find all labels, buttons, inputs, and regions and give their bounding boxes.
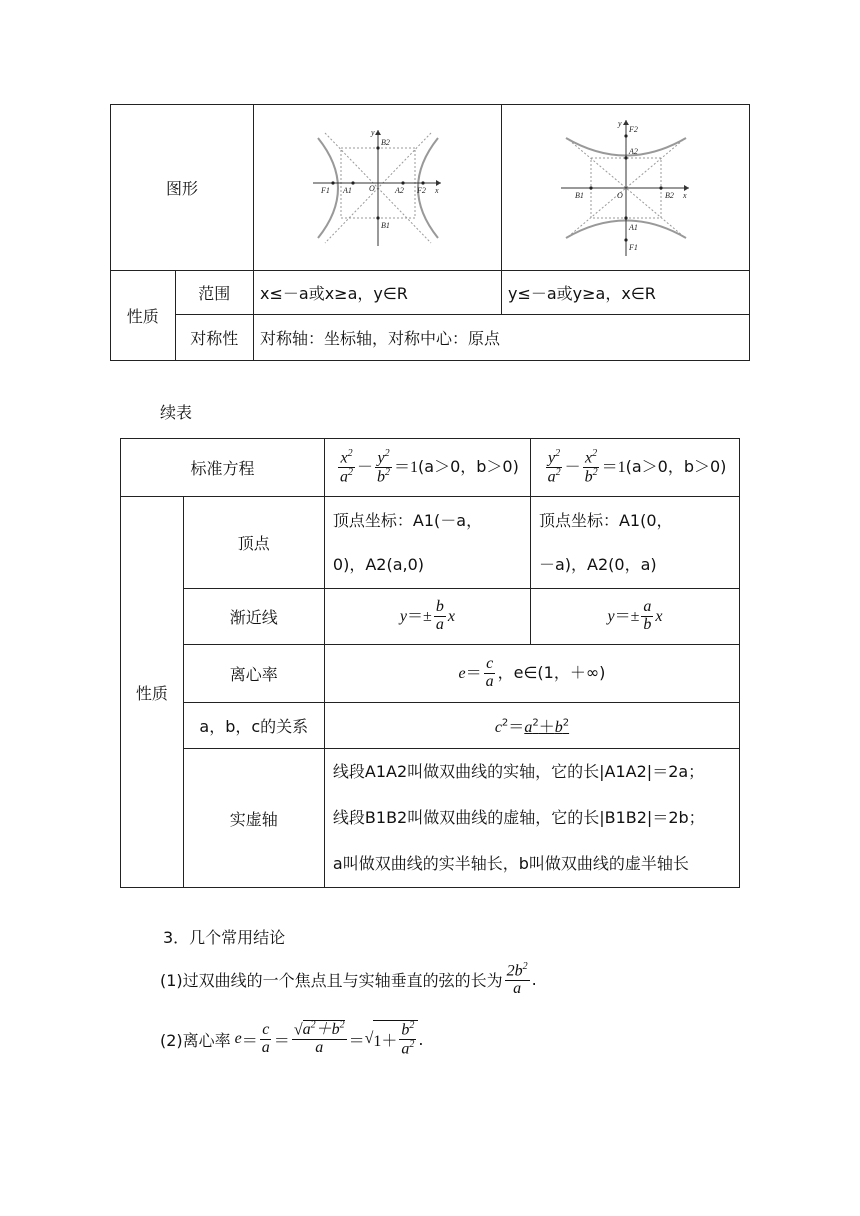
- svg-text:A1: A1: [342, 185, 352, 195]
- vertex-x-line2: 0)，A2(a,0): [332, 554, 425, 574]
- conclusion-1: (1)过双曲线的一个焦点且与实轴垂直的弦的长为 $\frac{2b^2}{a}$ .: [160, 961, 537, 998]
- property-row-label: 性质: [111, 271, 176, 361]
- asymptote-y: y＝± $\frac{a}{b}$ x: [530, 589, 739, 645]
- relation-formula: $c^2=a^2+b^2$: [324, 703, 739, 749]
- svg-text:B2: B2: [664, 190, 674, 200]
- svg-text:O: O: [368, 183, 375, 193]
- symmetry-label: 对称性: [175, 315, 253, 361]
- svg-text:y: y: [370, 127, 375, 137]
- svg-text:x: x: [682, 190, 687, 200]
- properties-table-1: [110, 104, 750, 361]
- conclusion-2-text: (2)离心率: [160, 1030, 231, 1050]
- asymptote-label: 渐近线: [183, 589, 324, 645]
- asymptote-x: y＝± $\frac{b}{a}$ x: [324, 589, 530, 645]
- vertex-y-line2: －a)，A2(0，a): [538, 554, 657, 574]
- axes-line-1: 线段A1A2叫做双曲线的实轴，它的长|A1A2|＝2a；: [332, 762, 705, 781]
- range-x-axis: [254, 271, 502, 315]
- vertex-x-line1: 顶点坐标：A1(－a，: [332, 510, 483, 530]
- range-y-axis: [502, 271, 750, 315]
- hyperbola-graph-vertical: [561, 118, 691, 258]
- eccentricity-range: ，e∈(1，＋∞): [497, 663, 606, 682]
- axes-line-2: 线段B1B2叫做双曲线的虚轴，它的长|B1B2|＝2b；: [332, 808, 705, 827]
- range-y-text: y≤－a或y≥a，x∈R: [508, 284, 656, 303]
- svg-text:B2: B2: [380, 137, 390, 147]
- svg-text:A2: A2: [394, 185, 404, 195]
- conclusion-2: (2)离心率 e ＝ $\frac{c}{a}$ ＝ $\frac{√a^2+b^2}{a}$ ＝ √ 1＋ $\frac{b^2}{a^2}$ .: [160, 1020, 424, 1058]
- property-label: 性质: [121, 497, 184, 888]
- axes-line-3: a叫做双曲线的实半轴长，b叫做双曲线的虚半轴长: [332, 854, 689, 873]
- svg-text:O: O: [616, 190, 623, 200]
- svg-text:B1: B1: [380, 220, 390, 230]
- svg-text:F1: F1: [320, 185, 330, 195]
- symmetry-text: 对称轴：坐标轴，对称中心：原点: [254, 315, 750, 361]
- vertex-y-line1: 顶点坐标：A1(0，: [538, 510, 673, 530]
- std-eq-label: 标准方程: [121, 439, 325, 497]
- range-label: 范围: [175, 271, 253, 315]
- range-x-text: x≤－a或x≥a，y∈R: [260, 284, 408, 303]
- eccentricity-label: 离心率: [183, 645, 324, 703]
- continued-label: 续表: [160, 403, 193, 422]
- hyperbola-graph-horizontal: [313, 128, 443, 248]
- section-3-heading: 3．几个常用结论: [163, 928, 286, 947]
- svg-text:A2: A2: [628, 146, 638, 156]
- condition-x: (a＞0，b＞0): [418, 457, 519, 476]
- graph-cell-y-axis: [502, 105, 750, 271]
- properties-table-2: [120, 438, 740, 888]
- vertex-x: [324, 497, 530, 589]
- condition-y: (a＞0，b＞0): [625, 457, 727, 476]
- svg-text:F1: F1: [628, 242, 638, 252]
- svg-text:B1: B1: [574, 190, 584, 200]
- std-eq-y: $\frac{y^2}{a^2}$ － $\frac{x^2}{b^2}$ ＝1(a＞0，b＞0): [530, 439, 739, 497]
- vertex-label: 顶点: [183, 497, 324, 589]
- svg-text:x: x: [434, 185, 439, 195]
- vertex-y: [530, 497, 739, 589]
- svg-text:F2: F2: [416, 185, 426, 195]
- std-eq-x: $\frac{x^2}{a^2}$ － $\frac{y^2}{b^2}$ ＝1(a＞0，b＞0): [324, 439, 530, 497]
- relation-label: a，b，c的关系: [183, 703, 324, 749]
- axes-label: 实虚轴: [183, 749, 324, 888]
- svg-text:F2: F2: [628, 124, 638, 134]
- svg-text:A1: A1: [628, 222, 638, 232]
- svg-text:y: y: [617, 118, 622, 128]
- graph-cell-x-axis: [254, 105, 502, 271]
- axes-description: [324, 749, 739, 888]
- eccentricity-formula: e＝ $\frac{c}{a}$ ，e∈(1，＋∞): [324, 645, 739, 703]
- conclusion-1-text: (1)过双曲线的一个焦点且与实轴垂直的弦的长为: [160, 971, 503, 991]
- graph-row-label: 图形: [111, 105, 254, 271]
